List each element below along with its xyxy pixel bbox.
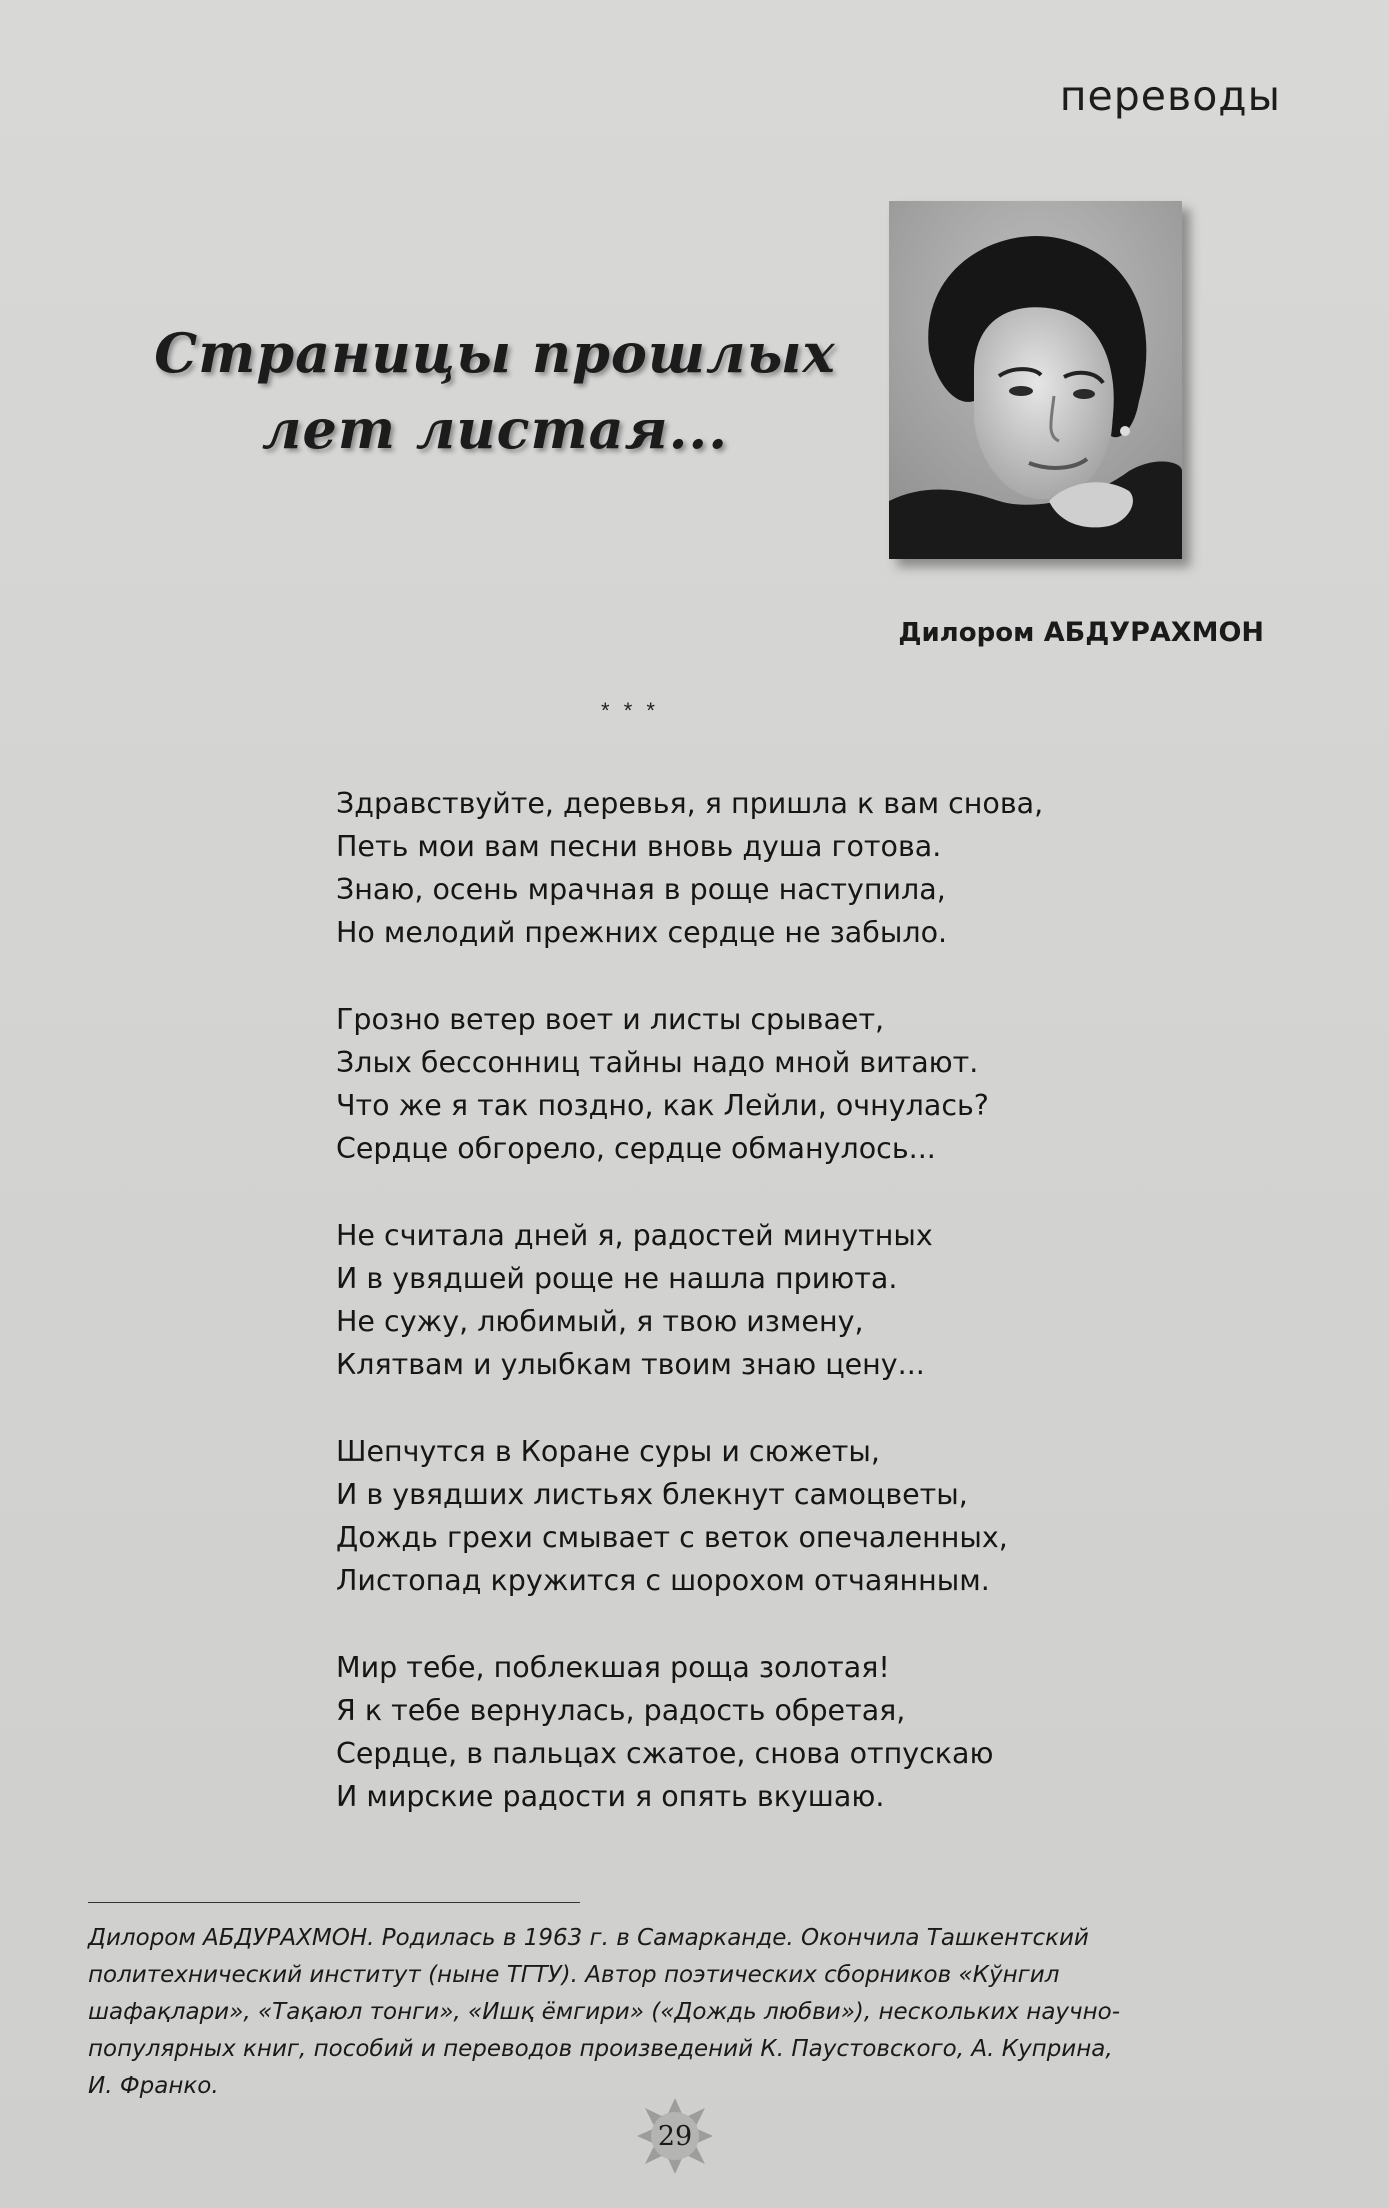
poem-line: Шепчутся в Коране суры и сюжеты, [336, 1435, 880, 1468]
poem-line: Здравствуйте, деревья, я пришла к вам снова, [336, 787, 1044, 820]
poem-line: Клятвам и улыбкам твоим знаю цену... [336, 1348, 925, 1381]
stanza-separator: * * * [601, 698, 659, 723]
poem-line: Сердце обгорело, сердце обманулось... [336, 1132, 936, 1165]
poem-line: Мир тебе, поблекшая роща золотая! [336, 1651, 890, 1684]
title-line-1: Страницы прошлых [154, 321, 836, 385]
stanza [336, 998, 1043, 1170]
bio-line: популярных книг, пособий и переводов произведений К. Паустовского, А. Куприна, [88, 2036, 1113, 2062]
poem-collection-title [125, 315, 865, 467]
page-number: 29 [657, 2120, 693, 2152]
poem-line: Злых бессонниц тайны надо мной витают. [336, 1046, 979, 1079]
bio-line: шафақлари», «Тақаюл тонги», «Ишқ ёмгири» («Дождь любви»), нескольких научно- [88, 1999, 1121, 2025]
poem-line: Не считала дней я, радостей минутных [336, 1219, 933, 1252]
footnote-divider [88, 1902, 580, 1903]
stanza [336, 782, 1043, 954]
author-portrait-image [889, 201, 1182, 559]
poem-line: Что же я так поздно, как Лейли, очнулась? [336, 1089, 989, 1122]
stanza [336, 1214, 1043, 1386]
author-last-name: АБДУРАХМОН [1043, 617, 1264, 648]
poem-line: Я к тебе вернулась, радость обретая, [336, 1694, 906, 1727]
poem-line: Сердце, в пальцах сжатое, снова отпускаю [336, 1737, 994, 1770]
poem-line: Не сужу, любимый, я твою измену, [336, 1305, 864, 1338]
author-bio-footnote [88, 1920, 1283, 2105]
poem-line: Знаю, осень мрачная в роще наступила, [336, 873, 946, 906]
stanza [336, 1430, 1043, 1602]
author-first-name: Дилором [898, 618, 1035, 648]
poem-line: Но мелодий прежних сердце не забыло. [336, 916, 948, 949]
title-line-2: лет листая... [262, 397, 728, 461]
poem-line: Грозно ветер воет и листы срывает, [336, 1003, 885, 1036]
author-name-heading [898, 617, 1264, 648]
bio-line: Дилором АБДУРАХМОН. Родилась в 1963 г. в Самарканде. Окончила Ташкентский [88, 1925, 1089, 1951]
bio-line: И. Франко. [88, 2073, 219, 2099]
author-photo [889, 201, 1182, 559]
poem-line: Листопад кружится с шорохом отчаянным. [336, 1564, 990, 1597]
poem-line: И в увядшей роще не нашла приюта. [336, 1262, 898, 1295]
section-label: переводы [1059, 72, 1281, 120]
bio-line: политехнический институт (ныне ТГТУ). Автор поэтических сборников «Кўнгил [88, 1962, 1060, 1988]
poem-line: Дождь грехи смывает с веток опечаленных, [336, 1521, 1008, 1554]
poem-line: И в увядших листьях блекнут самоцветы, [336, 1478, 968, 1511]
poem-line: И мирские радости я опять вкушаю. [336, 1780, 885, 1813]
page-number-badge [635, 2096, 715, 2176]
stanza [336, 1646, 1043, 1818]
poem-body [336, 782, 1043, 1818]
poem-line: Петь мои вам песни вновь душа готова. [336, 830, 942, 863]
